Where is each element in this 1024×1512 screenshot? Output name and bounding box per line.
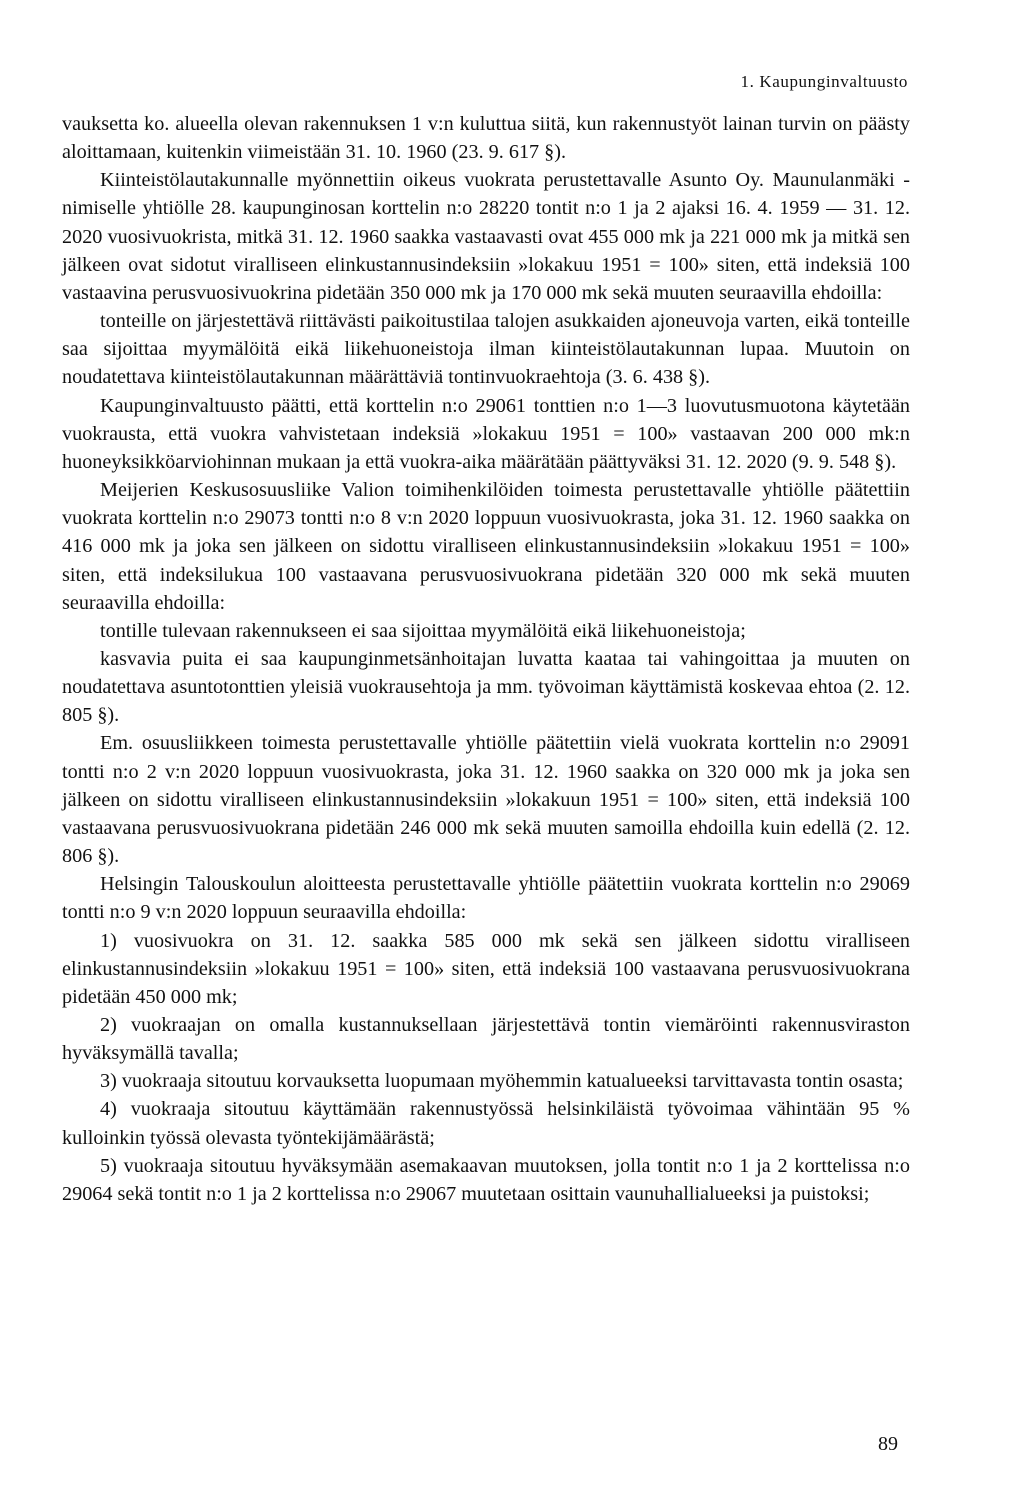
paragraph-continuation: vauksetta ko. alueella olevan rakennuksen 1 v:n kuluttua siitä, kun rakennustyöt lainan turvin on päästy aloittamaan, kuitenkin viimeistään 31. 10. 1960 (23. 9. 617 §). (62, 113, 910, 164)
body-text (62, 110, 910, 1208)
list-item-5: 5) vuokraaja sitoutuu hyväksymään asemakaavan muutoksen, jolla tontit n:o 1 ja 2 korttelissa n:o 29064 sekä tontit n:o 1 ja 2 korttelissa n:o 29067 muutetaan osittain vaunuhallialueeksi ja puistoksi; (62, 1154, 910, 1205)
paragraph-condition-trees: kasvavia puita ei saa kaupunginmetsänhoitajan luvatta kaataa tai vahingoittaa ja muuten on noudatettava asuntotonttien yleisiä vuokrausehtoja ja mm. työvoiman käyttämistä koskevaa ehtoa (2. 12. 805 §). (62, 647, 910, 727)
list-item-4: 4) vuokraaja sitoutuu käyttämään rakennustyössä helsinkiläistä työvoimaa vähintään 95 % kulloinkin työssä olevasta työntekijämäärästä; (62, 1098, 910, 1149)
running-head: 1. Kaupunginvaltuusto (740, 72, 908, 91)
list-item-2: 2) vuokraajan on omalla kustannuksellaan järjestettävä tontin viemäröinti rakennusviraston hyväksymällä tavalla; (62, 1014, 910, 1065)
list-item-1: 1) vuosivuokra on 31. 12. saakka 585 000 mk sekä sen jälkeen sidottu viralliseen elinkustannusindeksiin »lokakuu 1951 = 100» siten, että indeksiä 100 vastaavana perusvuosivuokrana pidetään 450 000 mk; (62, 929, 910, 1008)
page-number: 89 (878, 1433, 898, 1455)
paragraph-asunto-oy-maunulanmaki: Kiinteistölautakunnalle myönnettiin oikeus vuokrata perustettavalle Asunto Oy. Maunulanmäki -nimiselle yhtiölle 28. kaupunginosan korttelin n:o 28220 tontit n:o 1 ja 2 ajaksi 16. 4. 1959 — 31. 12. 2020 vuosivuokrista, mitkä 31. 12. 1960 saakka vastaavasti ovat 455 000 mk ja 221 000 mk ja mitkä sen jälkeen ovat sidotut viralliseen elinkustannusindeksiin »lokakuu 1951 = 100» siten, että indeksiä 100 vastaavina perusvuosivuokrina pidetään 350 000 mk ja 170 000 mk sekä muuten seuraavilla ehdoilla: (62, 169, 910, 304)
paragraph-conditions-parking: tonteille on järjestettävä riittävästi paikoitustilaa talojen asukkaiden ajoneuvoja varten, eikä tonteille saa sijoittaa myymälöitä eikä liikehuoneistoja ilman kiinteistölautakunnan lupaa. Muutoin on noudatettava kiinteistölautakunnan määrättäviä tontinvuokraehtoja (3. 6. 438 §). (62, 310, 910, 389)
paragraph-talouskoulu-lease: Helsingin Talouskoulun aloitteesta perustettavalle yhtiölle päätettiin vuokrata korttelin n:o 29069 tontti n:o 9 v:n 2020 loppuun seuraavilla ehdoilla: (62, 873, 910, 924)
paragraph-kaupunginvaltuusto-decision: Kaupunginvaltuusto päätti, että korttelin n:o 29061 tonttien n:o 1—3 luovutusmuotona käytetään vuokrausta, että vuokra vahvistetaan indeksiä »lokakuu 1951 = 100» vastaavan 200 000 mk:n huoneyksikköarviohinnan mukaan ja että vuokra-aika määrätään päättyväksi 31. 12. 2020 (9. 9. 548 §). (62, 394, 910, 473)
paragraph-em-osuusliike-lease: Em. osuusliikkeen toimesta perustettavalle yhtiölle päätettiin vielä vuokrata korttelin n:o 29091 tontti n:o 2 v:n 2020 loppuun vuosivuokrasta, joka 31. 12. 1960 saakka on 320 000 mk ja joka sen jälkeen on sidottu viralliseen elinkustannusindeksiin »lokakuun 1951 = 100» siten, että indeksiä 100 vastaavana perusvuosivuokrana pidetään 246 000 mk sekä muuten samoilla ehdoilla kuin edellä (2. 12. 806 §). (62, 732, 910, 868)
paragraph-valio-lease: Meijerien Keskusosuusliike Valion toimihenkilöiden toimesta perustettavalle yhtiölle päätettiin vuokrata korttelin n:o 29073 tontti n:o 8 v:n 2020 loppuun vuosivuokrasta, joka 31. 12. 1960 saakka on 416 000 mk ja joka sen jälkeen on sidottu viralliseen elinkustannusindeksiin »lokakuu 1951 = 100» siten, että indeksilukua 100 vastaavana perusvuosivuokrana pidetään 320 000 mk sekä muuten seuraavilla ehdoilla: (62, 479, 910, 614)
list-item-3: 3) vuokraaja sitoutuu korvauksetta luopumaan myöhemmin katualueeksi tarvittavasta tontin osasta; (100, 1070, 904, 1093)
paragraph-condition-shops: tontille tulevaan rakennukseen ei saa sijoittaa myymälöitä eikä liikehuoneistoja; (100, 619, 746, 642)
